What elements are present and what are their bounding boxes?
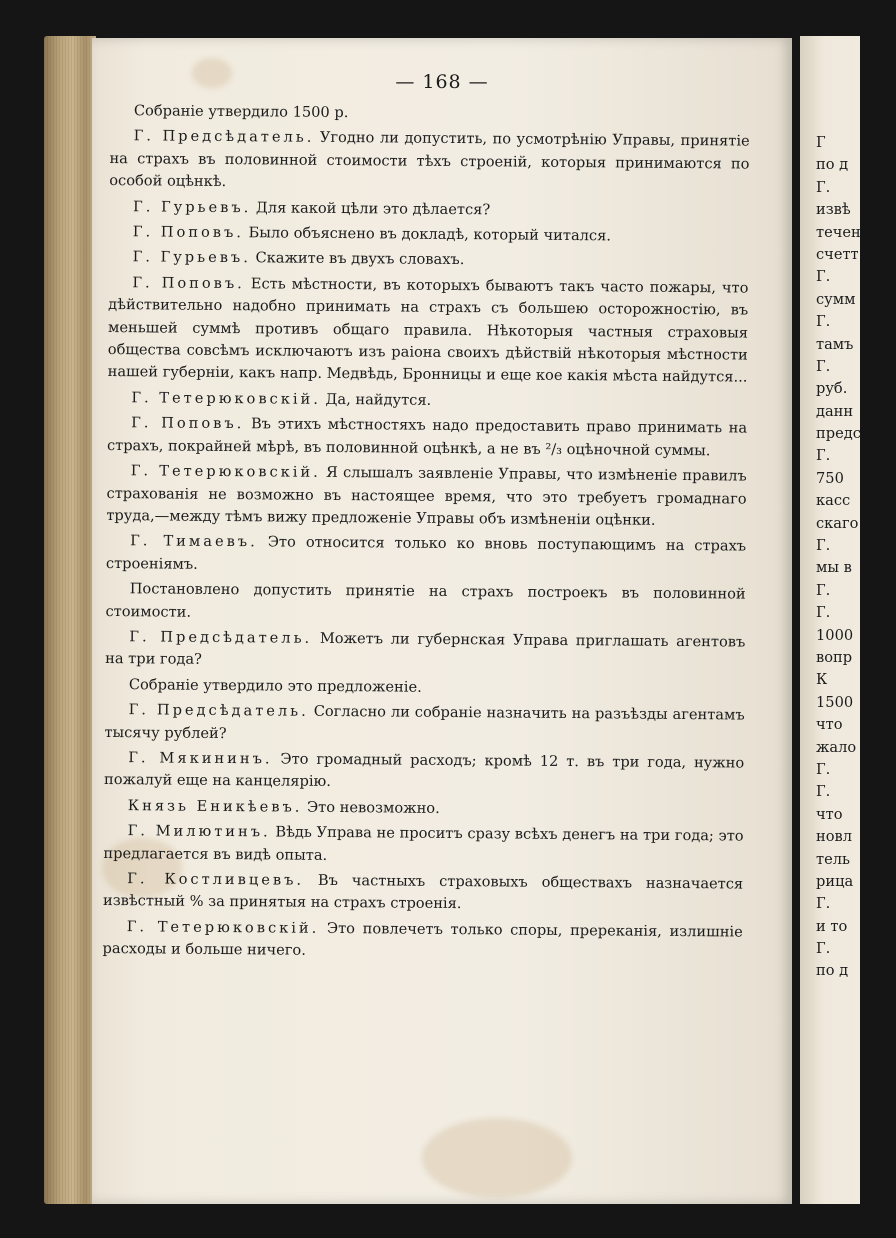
right-page-line: что (816, 805, 843, 823)
right-page-line: 750 (816, 469, 844, 487)
right-page-line: скаго (816, 514, 859, 532)
right-page-line: 1000 (816, 626, 854, 644)
paragraph (102, 916, 742, 966)
paragraph-text: Да, найдутся. (325, 390, 432, 409)
right-page-line: течен (816, 223, 861, 241)
right-page-line: Г. (816, 357, 831, 375)
paragraph (109, 125, 750, 198)
right-page-fragment (800, 36, 860, 1204)
right-page-text (816, 132, 896, 983)
right-page-line: и то (816, 917, 848, 935)
paragraph (106, 460, 747, 533)
paragraph (110, 100, 750, 128)
paragraph (107, 387, 747, 415)
right-page-line: Г. (816, 760, 831, 778)
paragraph (104, 795, 744, 823)
paragraph-text: Собраніе утвердило 1500 р. (133, 102, 349, 122)
speaker-name: Г. Мякининъ. (128, 749, 273, 768)
right-page-line: Г. (816, 604, 831, 622)
right-page-line: мы в (816, 559, 852, 577)
paragraph (108, 272, 749, 390)
paragraph (103, 820, 743, 870)
paragraph (104, 699, 744, 749)
paragraph-text: Это громадный расходъ; кромѣ 12 т. въ три года, нужно пожалуй еще на канцелярію. (103, 750, 745, 791)
paragraph-text: Въ этихъ мѣстностяхъ надо предоставить право принимать на страхъ, покрайней мѣрѣ, въ половинной оцѣнкѣ, а не въ ²/₃ оцѣночной суммы. (106, 415, 748, 459)
paragraph (105, 626, 745, 676)
right-page-line: данн (816, 402, 854, 420)
right-page-line: сумм (816, 290, 856, 308)
paragraph-text: Скажите въ двухъ словахъ. (255, 249, 465, 269)
right-page-line: извѣ (816, 201, 851, 219)
speaker-name: Князь Еникѣевъ. (127, 796, 303, 816)
paragraph-text: Постановлено допустить принятіе на страхъ построекъ въ половинной стоимости. (105, 580, 746, 621)
paragraph-text: Я слышалъ заявленіе Управы, что измѣненіе правилъ страхованія не возможно въ настоящее время, что это требуетъ громаднаго труда,—между тѣмъ вижу предложеніе Управы объ измѣненіи оцѣнки. (106, 463, 747, 529)
paragraph (104, 747, 744, 797)
speaker-name: Г. Предсѣдатель. (133, 127, 315, 147)
right-page-line: Г. (816, 940, 831, 958)
speaker-name: Г. Поповъ. (132, 274, 245, 293)
page-block-edge (44, 36, 96, 1204)
right-page-line: К (816, 671, 828, 689)
right-page-line: Г. (816, 313, 831, 331)
paragraph-text: Для какой цѣли это дѣлается? (255, 198, 491, 218)
right-page-line: Г. (816, 537, 831, 555)
right-page-line: тамъ (816, 335, 854, 353)
right-page-line: Г. (816, 178, 831, 196)
paragraph (109, 196, 749, 224)
speaker-name: Г. Тетерюковскій. (131, 389, 322, 408)
speaker-name: Г. Тимаевъ. (130, 532, 258, 551)
paragraph (107, 412, 747, 462)
paragraph (103, 868, 743, 918)
right-page-line: вопр (816, 648, 853, 666)
speaker-name: Г. Поповъ. (132, 223, 245, 242)
right-page-line: касс (816, 492, 851, 510)
speaker-name: Г. Тетерюковскій. (126, 917, 320, 937)
paragraph (105, 674, 745, 702)
paragraph-text: Угодно ли допустить, по усмотрѣнію Управы, принятіе на страхъ въ половинной стоимости тѣхъ строеній, которыя принимаются по особой оцѣнкѣ. (109, 129, 750, 191)
paragraph-text: Есть мѣстности, въ которыхъ бываютъ такъ часто пожары, что дѣйствительно надобно принимать на страхъ съ большею осторожностію, въ меньшей суммѣ противъ общаго правила. Нѣкоторыя частныя страховыя общества совсѣмъ исключаютъ изъ раіона своихъ дѣйствій нѣкоторыя мѣстности нашей губерніи, какъ напр. Медвѣдь, Бронницы и еще кое какія мѣста найдутся... (107, 275, 749, 387)
paragraph-text: Это невозможно. (306, 798, 440, 817)
right-page-line: жало (816, 738, 857, 756)
right-page-line: Г. (816, 268, 831, 286)
speaker-name: Г. Поповъ. (131, 414, 245, 433)
speaker-name: Г. Гурьевъ. (132, 248, 251, 267)
paragraph-text: Вѣдь Управа не проситъ сразу всѣхъ денегъ на три года; это предлагается въ видѣ опыта. (103, 823, 744, 864)
paragraph-text: Можетъ ли губернская Управа приглашать агентовъ на три года? (105, 629, 746, 669)
speaker-name: Г. Гурьевъ. (132, 197, 252, 216)
right-page-line: 1500 (816, 693, 854, 711)
right-page-line: тель (816, 850, 850, 868)
speaker-name: Г. Костливцевъ. (127, 870, 305, 889)
paragraph-text: Собраніе утвердило это предложеніе. (128, 675, 422, 696)
page-body-text (102, 100, 750, 969)
speaker-name: Г. Предсѣдатель. (128, 701, 309, 720)
paragraph (109, 221, 749, 249)
right-page-line: что (816, 716, 843, 734)
paragraph (109, 246, 749, 274)
paragraph-text: Было объяснено въ докладѣ, который читался. (248, 224, 612, 245)
paragraph-text: Въ частныхъ страховыхъ обществахъ назначается извѣстный % за принятыя на страхъ строенія. (102, 871, 744, 913)
speaker-name: Г. Тетерюковскій. (130, 462, 321, 481)
right-page-line: Г. (816, 783, 831, 801)
right-page-line: счетт (816, 245, 859, 263)
right-page-line: рица (816, 872, 854, 890)
paragraph-text: Это относится только ко вновь поступающимъ на страхъ строеніямъ. (105, 533, 747, 573)
right-page-line: Г (816, 134, 826, 151)
right-page-line: Г. (816, 581, 831, 599)
page-number: — 168 — (395, 71, 489, 93)
right-page-line: предс (816, 425, 861, 443)
right-page-line: Г. (816, 447, 831, 465)
paragraph (105, 578, 745, 628)
paragraph-text: Согласно ли собраніе назначить на разъѣзды агентамъ тысячу рублей? (104, 702, 745, 742)
right-page-line: новл (816, 828, 852, 846)
paper-stain (422, 1118, 572, 1198)
right-page-line: по д (816, 156, 849, 174)
speaker-name: Г. Предсѣдатель. (129, 628, 313, 647)
right-page-line: руб. (816, 380, 848, 398)
speaker-name: Г. Милютинъ. (127, 822, 271, 841)
right-page-line: по д (816, 962, 849, 980)
right-page-line: Г. (816, 895, 831, 913)
paragraph (106, 530, 746, 580)
paragraph-text: Это повлечетъ только споры, пререканія, излишніе расходы и больше ничего. (102, 919, 743, 959)
